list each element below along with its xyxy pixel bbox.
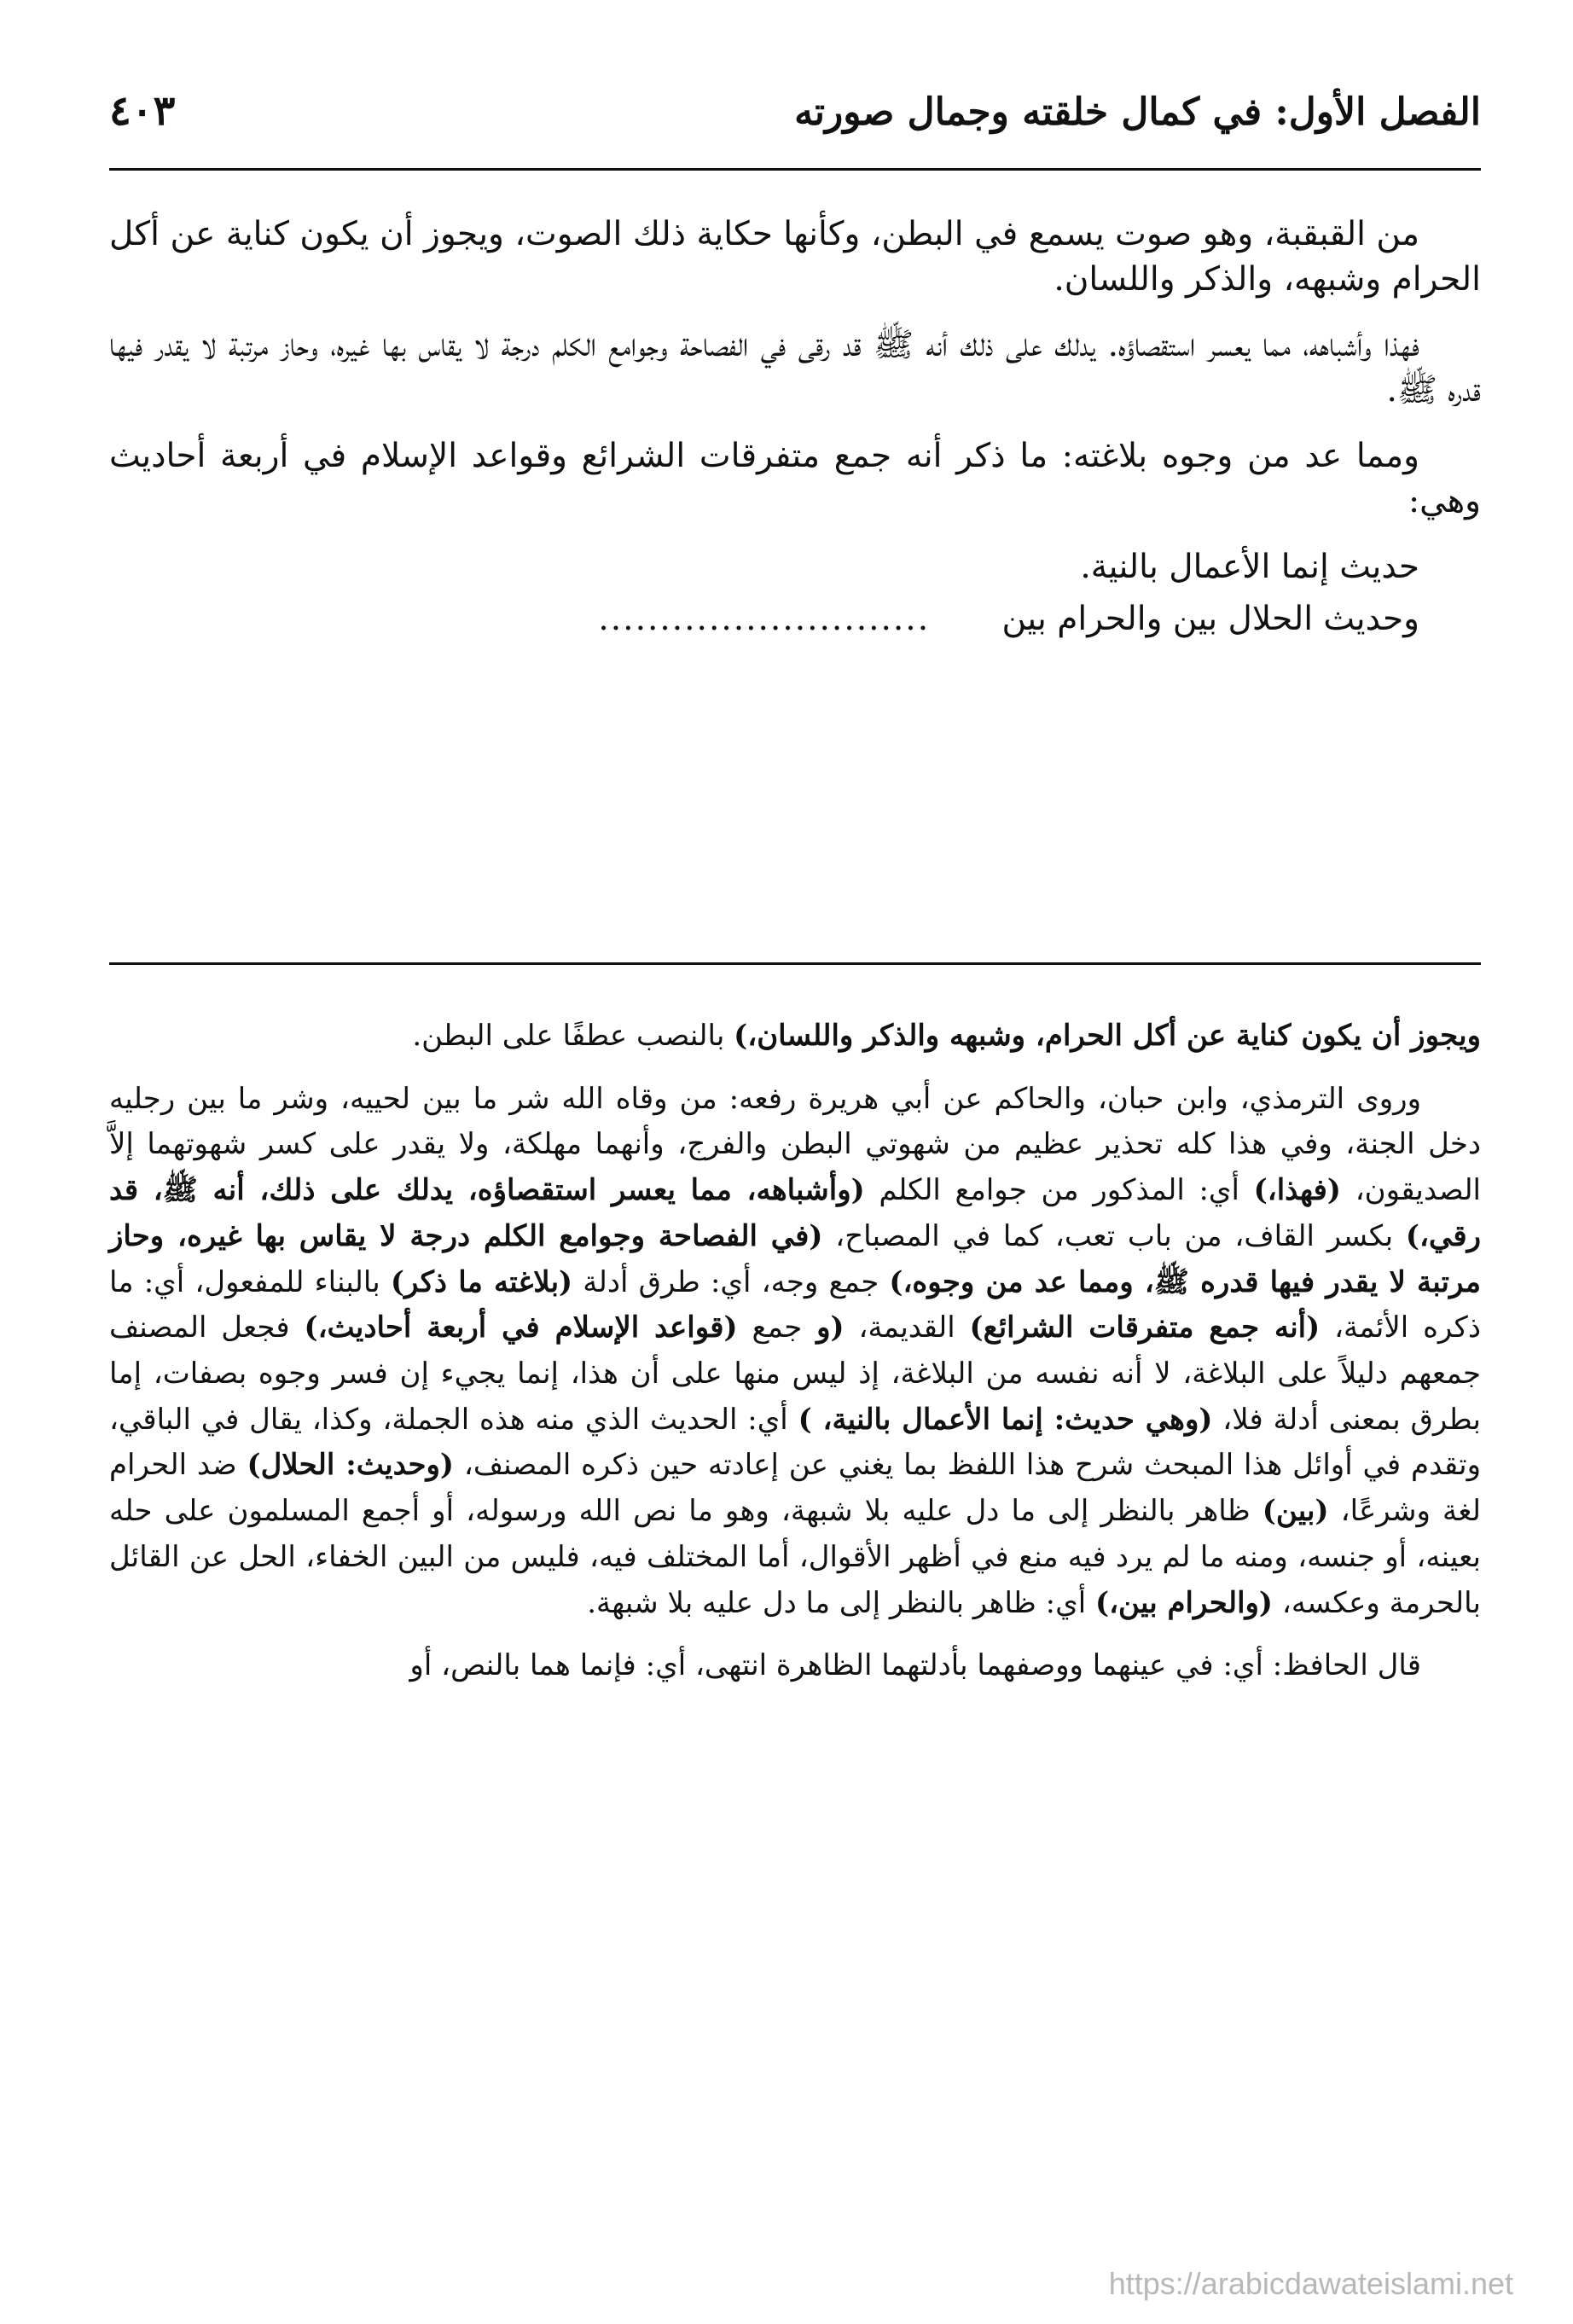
quoted-matn: (و [816, 1310, 845, 1345]
commentary-paragraph [109, 1014, 1481, 1060]
main-paragraph: ومما عد من وجوه بلاغته: ما ذكر أنه جمع متفرقات الشرائع وقواعد الإسلام في أربعة أحاديث وهي: [109, 437, 1481, 521]
commentary-text [109, 1014, 1481, 1706]
quoted-matn: (وحديث: الحلال) [247, 1448, 455, 1483]
commentary-text-span: فجعل المصنف جمعهم دليلاً على البلاغة، لا أنه نفسه من البلاغة، إذ ليس منها على أن هذا، إنما يجيء إن فسر وجوه بصفات، إما بطرق بمعنى أدلة فلا، [109, 1310, 1481, 1437]
quoted-matn: (بين) [1262, 1494, 1329, 1529]
quoted-matn: (وهي حديث: إنما الأعمال بالنية، ) [798, 1402, 1213, 1437]
commentary-text-span: جمع وجه، أي: طرق أدلة [572, 1264, 890, 1299]
main-paragraph: من القبقبة، وهو صوت يسمع في البطن، وكأنها حكاية ذلك الصوت، ويجوز أن يكون كناية عن أكل الحرام وشبهه، والذكر واللسان. [109, 215, 1481, 299]
commentary-text-span: جمع [737, 1310, 817, 1345]
quoted-matn: (أنه جمع متفرقات الشرائع) [969, 1310, 1321, 1345]
quoted-matn: (قواعد الإسلام في أربعة أحاديث،) [304, 1310, 738, 1345]
ellipsis-dots: ........................... [598, 600, 931, 639]
header-divider [109, 168, 1481, 171]
site-watermark: https://arabicdawateislami.net [1108, 2266, 1513, 2301]
commentary-text-span: القديمة، [844, 1310, 970, 1345]
commentary-text-span: ظاهر بالنظر إلى ما دل عليه بلا شبهة، وهو ما نص الله ورسوله، أو أجمع المسلمون على حله بعينه، أو جنسه، ومنه ما لم يرد فيه منع في أظهر الأقوال، أما المختلف فيه، فليس من البين الخفاء، الحل عن القائل بالحرمة وعكسه، [109, 1494, 1481, 1620]
commentary-paragraph [109, 1077, 1481, 1627]
quoted-matn: (في الفصاحة وجوامع الكلم درجة لا يقاس بها غيره، وحاز مرتبة لا يقدر فيها قدره ﷺ، ومما عد من وجوه،) [109, 1218, 1481, 1299]
commentary-text-span: بالنصب عطفًا على البطن. [412, 1019, 734, 1053]
page-number: ٤٠٣ [109, 87, 176, 135]
main-paragraph: فهذا وأشباهه، مما يعسر استقصاؤه. يدلك على ذلك أنه ﷺ قد رقى في الفصاحة وجوامع الكلم درجة لا يقاس بها غيره، وحاز مرتبة لا يقدر فيها قدره ﷺ. [109, 326, 1481, 410]
quoted-matn: (والحرام بين،) [1095, 1585, 1274, 1620]
quoted-matn: (بلاغته ما ذكر) [390, 1264, 573, 1299]
section-divider [109, 962, 1481, 965]
chapter-title: الفصل الأول: في كمال خلقته وجمال صورته [794, 90, 1481, 134]
commentary-text-span: ضد الحرام لغة وشرعًا، [109, 1448, 1481, 1529]
main-paragraph-last [109, 596, 1481, 642]
commentary-text-span: وروى الترمذي، وابن حبان، والحاكم عن أبي هريرة رفعه: من وقاه الله شر ما بين لحييه، وشر ما بين رجليه دخل الجنة، وفي هذا كله تحذير عظيم من شهوتي البطن والفرج، وأنهما مهلكة، ولا يقدر على كسر شهوتهما إلاَّ الصديقون، [109, 1081, 1482, 1208]
main-paragraph: حديث إنما الأعمال بالنية. [1080, 548, 1419, 587]
quoted-matn: (فهذا،) [1253, 1173, 1342, 1208]
commentary-text-span: بكسر القاف، من باب تعب، كما في المصباح، [822, 1218, 1406, 1253]
commentary-text-span: أي: المذكور من جوامع الكلم [864, 1173, 1254, 1208]
quoted-matn: (وأشباهه، مما يعسر استقصاؤه، يدلك على ذلك، أنه ﷺ، قد رقي،) [109, 1173, 1481, 1253]
commentary-text-span: أي: ظاهر بالنظر إلى ما دل عليه بلا شبهة. [587, 1585, 1095, 1620]
main-text [109, 212, 1481, 648]
quoted-matn: ويجوز أن يكون كناية عن أكل الحرام، وشبهه والذكر واللسان،) [734, 1019, 1481, 1053]
commentary-paragraph: قال الحافظ: أي: في عينهما ووصفهما بأدلتهما الظاهرة انتهى، أي: فإنما هما بالنص، أو [409, 1648, 1421, 1683]
commentary-text-span: أي: الحديث الذي منه هذه الجملة، وكذا، يقال في الباقي، وتقدم في أوائل هذا المبحث شرح هذا اللفظ بما يغني عن إعادته حين ذكره المصنف، [109, 1402, 1482, 1483]
commentary-text-span: بالبناء للمفعول، أي: ما ذكره الأئمة، [109, 1264, 1481, 1345]
main-last-line: وحديث الحلال بين والحرام بين [1001, 600, 1419, 639]
page-header [109, 78, 1481, 155]
